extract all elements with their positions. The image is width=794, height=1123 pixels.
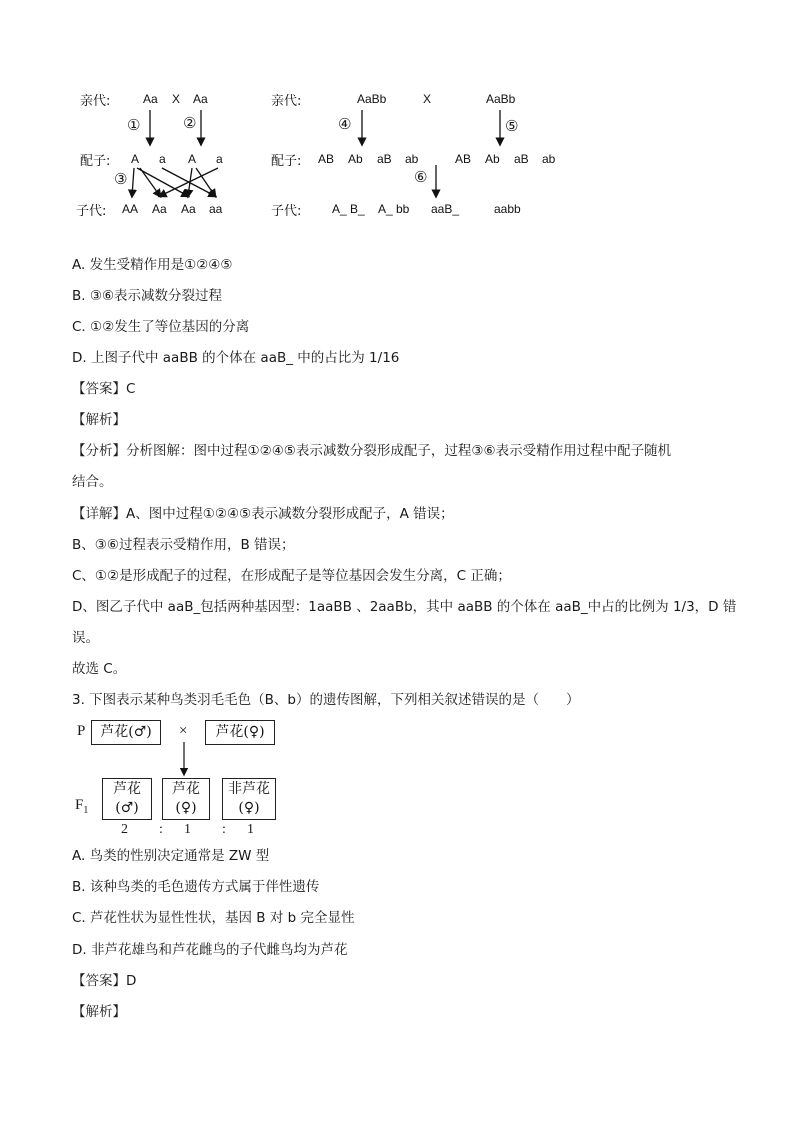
gamete-label: 配子: <box>80 154 111 169</box>
parent-genotype: Aa <box>143 92 158 106</box>
offspring-genotype: A_ B_ <box>332 202 365 216</box>
ratio-value: 1 <box>184 822 191 837</box>
detail-text: D、图乙子代中 aaB_包括两种基因型：1aaBB 、2aaBb，其中 aaBB 的个体在 aaB_中占的比例为 1/3，D 错 <box>72 599 737 615</box>
option-b[interactable]: B. ③⑥表示减数分裂过程 <box>72 288 223 304</box>
step-marker-5: ⑤ <box>505 117 519 135</box>
f1-box: 芦花 (♂) <box>102 778 152 820</box>
cross-symbol: X <box>423 92 432 106</box>
gamete: aB <box>377 152 392 166</box>
parent-male-box: 芦花(♂) <box>91 720 161 745</box>
parent-female-box: 芦花(♀) <box>205 720 275 745</box>
analysis-text: 结合。 <box>72 474 113 490</box>
ratio-separator: : <box>159 822 163 837</box>
gamete: ab <box>405 152 419 166</box>
detail-text: C、①②是形成配子的过程，在形成配子是等位基因会发生分离，C 正确； <box>72 568 511 584</box>
step-marker-2: ② <box>183 114 197 132</box>
p-generation-label: P <box>77 723 86 739</box>
gamete: AB <box>318 152 335 166</box>
f1-box: 芦花 (♀) <box>162 778 210 820</box>
offspring-genotype: Aa <box>181 202 196 216</box>
option-a[interactable]: A. 发生受精作用是①②④⑤ <box>72 257 233 273</box>
answer: 【答案】D <box>72 973 137 989</box>
conclusion-text: 故选 C。 <box>72 661 127 677</box>
gamete: AB <box>455 152 472 166</box>
question-stem: 3. 下图表示某种鸟类羽毛毛色（B、b）的遗传图解，下列相关叙述错误的是（ ） <box>72 692 580 708</box>
gamete-label: 配子: <box>271 154 302 169</box>
option-d[interactable]: D. 上图子代中 aaBB 的个体在 aaB_ 中的占比为 1/16 <box>72 350 400 366</box>
offspring-label: 子代: <box>271 204 302 219</box>
detail-text: B、③⑥过程表示受精作用，B 错误； <box>72 537 295 553</box>
gamete: Ab <box>348 152 363 166</box>
step-marker-4: ④ <box>338 115 352 133</box>
gamete: a <box>216 152 223 166</box>
offspring-label: 子代: <box>76 204 107 219</box>
f1-generation-label: $F_1$ <box>75 797 89 816</box>
offspring-genotype: aaB_ <box>431 202 460 216</box>
option-d[interactable]: D. 非芦花雄鸟和芦花雌鸟的子代雌鸟均为芦花 <box>72 942 348 958</box>
gamete: A <box>188 152 197 166</box>
ratio-value: 2 <box>121 822 128 837</box>
gamete: ab <box>542 152 556 166</box>
option-c[interactable]: C. 芦花性状为显性性状，基因 B 对 b 完全显性 <box>72 910 355 926</box>
gamete: a <box>159 152 166 166</box>
explanation-heading: 【解析】 <box>72 412 126 428</box>
parent-label: 亲代: <box>271 94 302 109</box>
option-c[interactable]: C. ①②发生了等位基因的分离 <box>72 319 250 335</box>
f1-box: 非芦花 (♀) <box>222 778 276 820</box>
detail-text: 误。 <box>72 630 99 646</box>
step-marker-6: ⑥ <box>414 168 428 186</box>
cross-symbol: X <box>172 92 181 106</box>
parent-genotype: AaBb <box>486 92 516 106</box>
parent-genotype: AaBb <box>357 92 387 106</box>
ratio-separator: : <box>222 822 226 837</box>
parent-label: 亲代: <box>80 94 111 109</box>
analysis-text: 【分析】分析图解：图中过程①②④⑤表示减数分裂形成配子，过程③⑥表示受精作用过程中配子随机 <box>72 443 672 459</box>
option-b[interactable]: B. 该种鸟类的毛色遗传方式属于伴性遗传 <box>72 879 320 895</box>
gamete: Ab <box>485 152 500 166</box>
gamete: aB <box>514 152 529 166</box>
explanation-heading: 【解析】 <box>72 1004 126 1020</box>
offspring-genotype: Aa <box>152 202 167 216</box>
cross-symbol: × <box>179 723 188 739</box>
gamete: A <box>131 152 140 166</box>
step-marker-1: ① <box>127 116 141 134</box>
answer: 【答案】C <box>72 381 136 397</box>
offspring-genotype: aabb <box>494 202 521 216</box>
detail-text: 【详解】A、图中过程①②④⑤表示减数分裂形成配子，A 错误； <box>72 506 454 522</box>
parent-genotype: Aa <box>193 92 208 106</box>
step-marker-3: ③ <box>114 170 128 188</box>
offspring-genotype: A_ bb <box>378 202 410 216</box>
offspring-genotype: aa <box>209 202 223 216</box>
option-a[interactable]: A. 鸟类的性别决定通常是 ZW 型 <box>72 848 270 864</box>
offspring-genotype: AA <box>122 202 139 216</box>
ratio-value: 1 <box>247 822 254 837</box>
